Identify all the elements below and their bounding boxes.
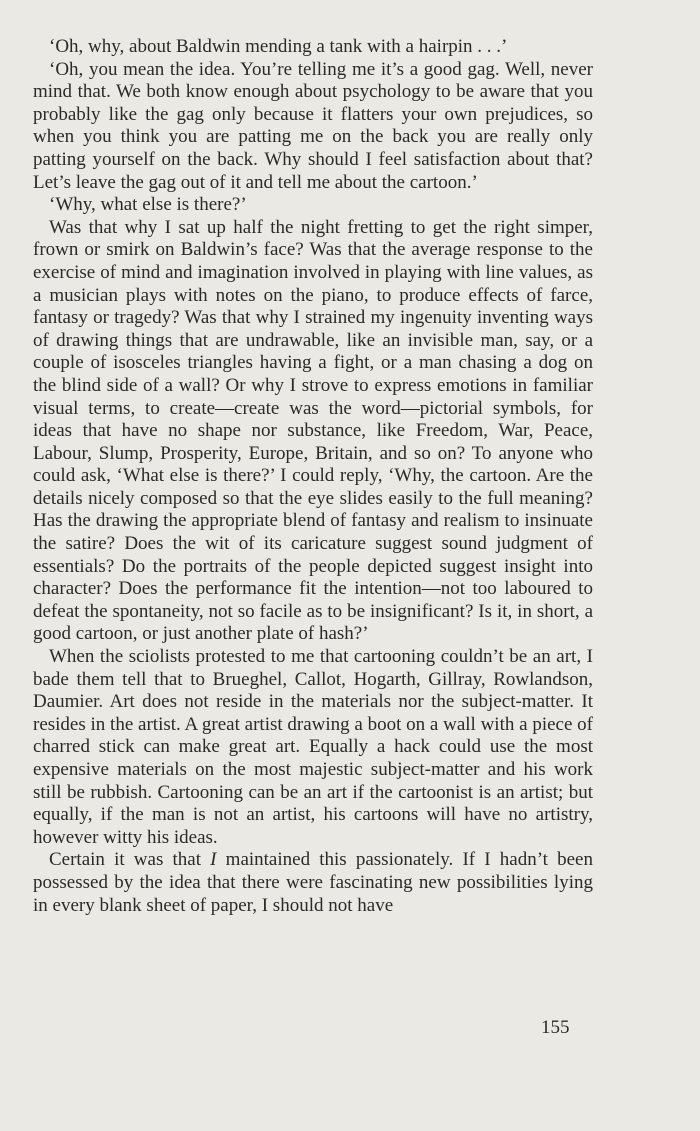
paragraph-3: ‘Why, what else is there?’: [49, 194, 247, 216]
paragraph-4: Was that why I sat up half the night fretting to get the right simper, frown or smirk on Baldwin’s face? Was that the average response to the exercise of mind and imagination involved in playing with line values, as a musician plays with notes on the piano, to produce effects of farce, fantasy or tragedy? Was that why I strained my ingenuity inventing ways of drawing things that are undrawable, like an invisible man, say, or a couple of isosceles triangles having a fight, or a man chasing a dog on the blind side of a wall? Or why I strove to express emotions in familiar visual terms, to create—create was the word—pictorial symbols, for ideas that have no shape nor substance, like Freedom, War, Peace, Labour, Slump, Prosperity, Europe, Britain, and so on? To anyone who could ask, ‘What else is there?’ I could reply, ‘Why, the cartoon. Are the details nicely composed so that the eye slides easily to the full meaning? Has the drawing the appropriate blend of fantasy and realism to insinuate the satire? Does the wit of its caricature suggest sound judgment of essentials? Do the portraits of the people depicted suggest insight into character? Does the performance fit the intention—not too laboured to defeat the spontaneity, not so facile as to be insignificant? Is it, in short, a good cartoon, or just another plate of hash?’: [33, 216, 593, 645]
paragraph-6: [33, 849, 593, 917]
paragraph-6-start: Certain it was that: [49, 849, 211, 871]
page-number: 155: [541, 1017, 570, 1038]
paragraph-2: ‘Oh, you mean the idea. You’re telling me it’s a good gag. Well, never mind that. We both know enough about psychology to be aware that you probably like the gag only because it flatters your own prejudices, so when you think you are patting me on the back you are really only patting yourself on the back. Why should I feel satisfaction about that? Let’s leave the gag out of it and tell me about the cartoon.’: [33, 58, 593, 193]
paragraph-5: When the sciolists protested to me that cartooning couldn’t be an art, I bade them tell that to Brueghel, Callot, Hogarth, Gillray, Rowlandson, Daumier. Art does not reside in the materials nor the subject-matter. It resides in the artist. A great artist drawing a boot on a wall with a piece of charred stick can make great art. Equally a hack could use the most expensive materials on the most majestic subject-matter and his work still be rubbish. Cartooning can be an art if the cartoonist is an artist; but equally, if the man is not an artist, his cartoons will have no artistry, however witty his ideas.: [33, 646, 593, 848]
paragraph-6-end: maintained this passionately. If I hadn’t been possessed by the idea that there were fascinating new possibilities lying in every blank sheet of paper, I should not have: [33, 849, 593, 916]
page-body: [33, 36, 593, 917]
paragraph-6-italic: I: [210, 849, 217, 871]
paragraph-1: ‘Oh, why, about Baldwin mending a tank with a hairpin . . .’: [49, 36, 508, 57]
